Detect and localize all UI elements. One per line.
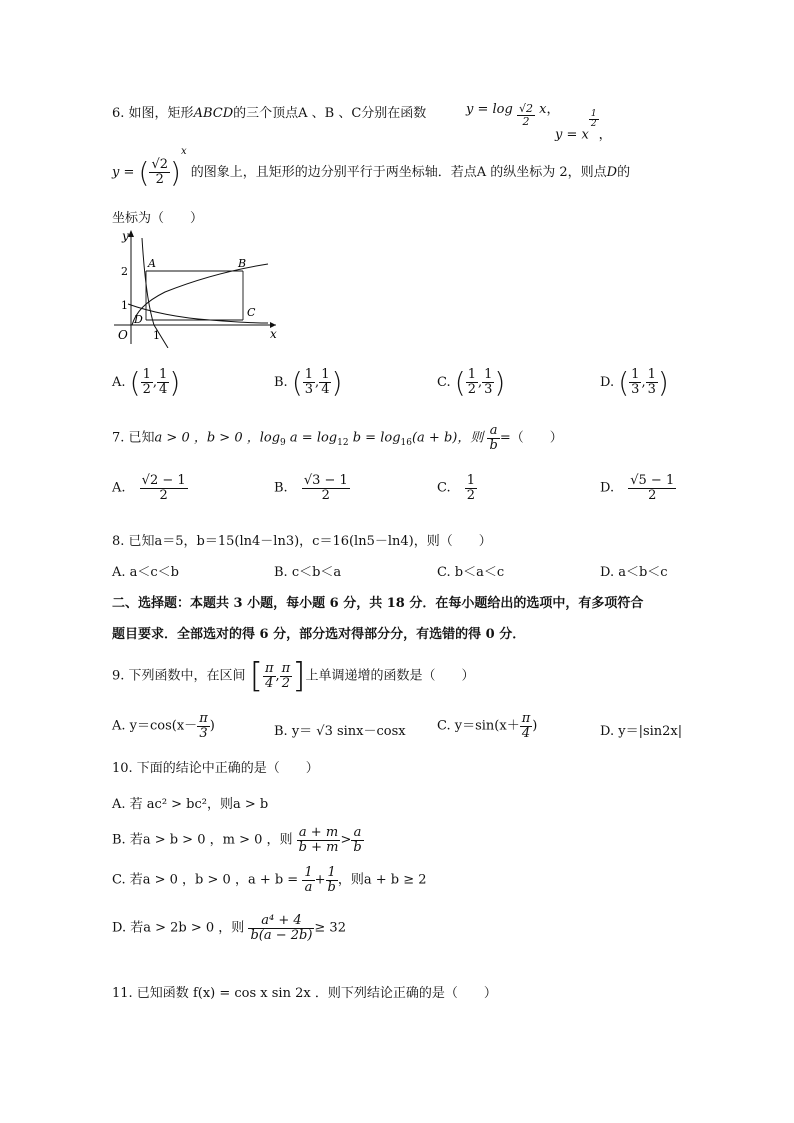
q6-func-power: y = x $\frac{1}{2}$ ， [555, 109, 612, 143]
q8-stem: 8. 已知a＝5，b＝15(ln4－ln3)，c＝16(ln5－ln4)，则（ ） [112, 534, 492, 549]
q6-option-b[interactable]: B. ( $\frac{1}{3}$ , $\frac{1}{4}$ ) [274, 366, 343, 399]
section-heading-line2: 题目要求．全部选对的得 6 分，部分选对得部分分，有选错的得 0 分． [112, 627, 526, 642]
q9-option-c[interactable]: C. y＝sin(x＋ $\frac{\pi}{4}$ ) [437, 711, 538, 741]
q6-line1: 6. 如图，矩形ABCD的三个顶点A 、B 、C分别在函数 [112, 106, 427, 121]
question-number: 6. [112, 106, 125, 121]
y-axis-label: y [122, 229, 129, 243]
q10-option-d[interactable]: D. 若a > 2b > 0 ，则 $\frac{\text{a⁴ + 4}}{b(a - 2b)}$ ≥ 32 [112, 913, 346, 943]
q7-option-c[interactable]: C. $\frac{1}{2}$ [437, 473, 476, 503]
point-a-label: A [148, 257, 156, 270]
q7-option-b[interactable]: B. $\frac{√3 - 1}{2}$ [274, 473, 348, 503]
q10-option-c[interactable]: C. 若a > 0 ，b > 0 ，a + b = $\frac{1}{a}$ + $\frac{1}{b}$ ，则a + b ≥ 2 [112, 865, 427, 895]
section-heading-line1: 二、选择题：本题共 3 小题，每小题 6 分，共 18 分．在每小题给出的选项中，有多项符合 [112, 596, 644, 611]
y-axis-arrow [128, 230, 134, 237]
q6-graph [110, 226, 280, 348]
q8-option-d[interactable]: D. a＜b＜c [600, 565, 668, 580]
x-axis-label: x [270, 327, 277, 341]
point-d-label: D [134, 313, 143, 326]
q11-stem: 11. 已知函数 f(x) = cos x sin 2x ．则下列结论正确的是（ ） [112, 986, 497, 1001]
q6-option-a[interactable]: A. ( $\frac{1}{2}$ , $\frac{1}{4}$ ) [112, 366, 181, 399]
q8-option-c[interactable]: C. b＜a＜c [437, 565, 505, 580]
q6-line2: y = ( $\frac{√2}{2}$ )$^x$ 的图象上，且矩形的边分别平行于两坐标轴．若点A 的纵坐标为 2，则点D的 [112, 146, 631, 189]
y-tick-1: 1 [121, 299, 128, 312]
point-c-label: C [247, 306, 256, 319]
q10-option-b[interactable]: B. 若a > b > 0 ，m > 0 ，则 $\frac{a + m}{b + m}$ > $\frac{a}{b}$ [112, 825, 362, 855]
q9-option-b[interactable]: B. y＝ √3 sinx－cosx [274, 724, 406, 739]
point-b-label: B [238, 257, 247, 270]
origin-label: O [118, 328, 128, 342]
q6-line3: 坐标为（ ） [112, 211, 204, 226]
q10-stem: 10. 下面的结论中正确的是（ ） [112, 761, 319, 776]
q10-option-a[interactable]: A. 若 ac² > bc²，则a > b [112, 797, 269, 812]
x-tick-1: 1 [153, 329, 160, 342]
q9-stem: 9. 下列函数中，在区间 [ $\frac{\pi}{4}$ , $\frac{\pi}{2}$ ]上单调递增的函数是（ ） [112, 656, 475, 696]
q9-option-a[interactable]: A. y＝cos(x－ $\frac{\pi}{3}$ ) [112, 711, 215, 741]
q6-func-log: y = log $\frac{√2}{2}$ x， [466, 102, 560, 128]
q6-option-d[interactable]: D. ( $\frac{1}{3}$ , $\frac{1}{3}$ ) [600, 366, 669, 399]
q8-option-b[interactable]: B. c＜b＜a [274, 565, 342, 580]
y-tick-2: 2 [121, 265, 128, 278]
q7-option-d[interactable]: D. $\frac{√5 - 1}{2}$ [600, 473, 675, 503]
q7-stem: 7. 已知a > 0 ，b > 0 ，$\log_9 a = \log_{12} b = \log_{16}(a + b)$，则 $\frac{a}{b}$ =（ ） [112, 423, 563, 453]
q6-option-c[interactable]: C. ( $\frac{1}{2}$ , $\frac{1}{3}$ ) [437, 366, 506, 399]
q9-option-d[interactable]: D. y＝|sin2x| [600, 724, 683, 739]
q7-option-a[interactable]: A. $\frac{√2 - 1}{2}$ [112, 473, 186, 503]
q8-option-a[interactable]: A. a＜c＜b [112, 565, 180, 580]
